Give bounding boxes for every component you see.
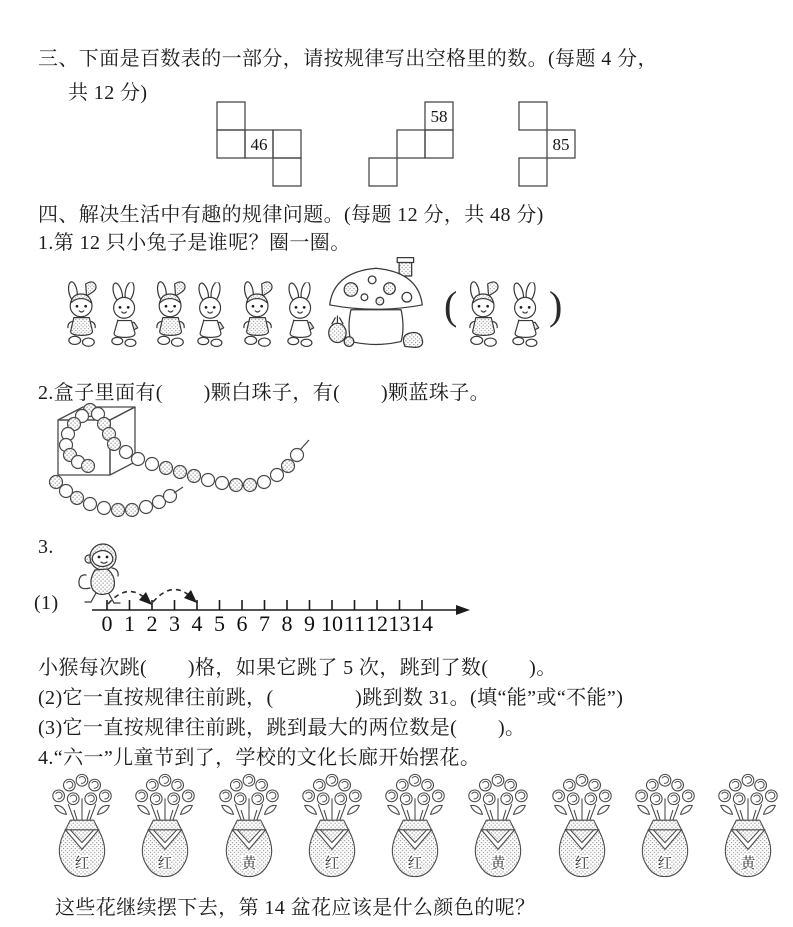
svg-text:14: 14	[411, 611, 433, 635]
blue-bead	[174, 466, 187, 479]
hundred-grid-puzzle-2	[368, 101, 454, 189]
hundred-grid-puzzle-1	[216, 101, 302, 189]
flower-vase-icon	[628, 770, 702, 882]
blue-bead	[71, 492, 84, 505]
rabbit-plain-icon	[281, 280, 321, 352]
monkey-icon	[79, 544, 120, 603]
number-line-ticks	[102, 611, 434, 635]
flower-vase-icon	[461, 770, 535, 882]
section3-heading-line1: 三、下面是百数表的一部分，请按规律写出空格里的数。(每题 4 分，	[38, 48, 658, 70]
white-bead	[120, 446, 133, 459]
q3-sub-label: (1)	[34, 592, 59, 614]
rabbit-plain-icon	[506, 280, 546, 352]
section3-heading-line2: 共 12 分)	[68, 82, 148, 104]
blue-bead	[126, 504, 139, 517]
flower-vase-icon	[378, 770, 452, 882]
rabbit-pattern-illustration	[52, 256, 597, 356]
vase-color-label: 红	[657, 855, 673, 872]
white-bead	[164, 490, 177, 503]
flower-vase-icon	[128, 770, 202, 882]
svg-text:4: 4	[191, 611, 203, 635]
q3-line3: (3)它一直按规律往前跳，跳到最大的两位数是( )。	[38, 717, 526, 739]
flower-vase-icon	[212, 770, 286, 882]
vase-color-label: 黄	[241, 855, 256, 872]
svg-text:10: 10	[321, 611, 343, 635]
svg-text:6: 6	[236, 611, 248, 635]
blue-bead	[188, 470, 201, 483]
svg-text:3: 3	[169, 611, 180, 635]
vase-color-label: 红	[407, 855, 423, 872]
rabbit-hooded-icon	[464, 278, 504, 350]
number-line-illustration	[62, 530, 482, 635]
flower-vase-icon	[545, 770, 619, 882]
hundred-grid-puzzle-3	[518, 101, 576, 189]
white-bead	[132, 453, 145, 466]
white-bead	[84, 498, 97, 511]
svg-text:7: 7	[259, 611, 270, 635]
svg-text:0: 0	[101, 611, 113, 635]
svg-text:12: 12	[366, 611, 388, 635]
vase-color-label: 黄	[490, 855, 506, 872]
q1-text: 1.第 12 只小兔子是谁呢？圈一圈。	[38, 232, 351, 254]
section4-heading: 四、解决生活中有趣的规律问题。(每题 12 分，共 48 分)	[38, 204, 544, 226]
white-bead	[98, 502, 111, 515]
svg-text:13: 13	[388, 611, 411, 635]
q2-text: 2.盒子里面有( )颗白珠子，有( )颗蓝珠子。	[38, 382, 491, 404]
flower-vase-icon	[711, 770, 785, 882]
q3-label: 3.	[38, 536, 54, 558]
white-bead	[258, 476, 271, 489]
vase-color-label: 红	[574, 855, 589, 872]
flower-vase-row	[45, 770, 785, 884]
rabbit-plain-icon	[105, 280, 145, 352]
string-end	[300, 440, 309, 450]
blue-bead	[160, 462, 173, 475]
rabbit-hooded-icon	[151, 278, 191, 350]
blue-bead	[282, 460, 295, 473]
svg-text:5: 5	[214, 611, 225, 635]
blue-bead	[244, 479, 257, 492]
blue-bead	[108, 438, 121, 451]
bead-box-illustration	[42, 402, 332, 527]
rabbit-plain-icon	[191, 280, 231, 352]
vase-color-label: 红	[74, 855, 90, 872]
white-bead	[202, 474, 215, 487]
svg-text:2: 2	[146, 611, 158, 635]
vase-color-label: 红	[324, 855, 340, 872]
svg-text:9: 9	[304, 611, 315, 635]
grid-given-number: 46	[250, 135, 268, 154]
q3-line1: 小猴每次跳( )格，如果它跳了 5 次，跳到了数( )。	[38, 657, 557, 679]
white-bead	[140, 501, 153, 514]
beads-upper-strand	[92, 408, 304, 492]
grid-given-number: 58	[430, 107, 448, 126]
white-bead	[291, 449, 304, 462]
q3-line2: (2)它一直按规律往前跳，( )跳到数 31。(填“能”或“不能”)	[38, 687, 624, 709]
answer-close-paren: )	[549, 283, 563, 328]
q4-question: 这些花继续摆下去，第 14 盆花应该是什么颜色的呢？	[55, 897, 536, 919]
svg-text:1: 1	[124, 611, 135, 635]
beads-lower-strand	[50, 476, 177, 517]
svg-text:11: 11	[343, 611, 366, 635]
svg-text:8: 8	[281, 611, 293, 635]
vase-color-label: 红	[157, 855, 173, 872]
grid-given-number: 85	[552, 135, 570, 154]
vase-color-label: 黄	[740, 855, 756, 872]
blue-bead	[230, 479, 243, 492]
string-end	[174, 487, 183, 493]
mushroom-house-icon	[322, 256, 430, 350]
rabbit-hooded-icon	[62, 278, 102, 350]
white-bead	[146, 458, 159, 471]
q4-text: 4.“六一”儿童节到了，学校的文化长廊开始摆花。	[38, 747, 481, 769]
white-bead	[271, 469, 284, 482]
flower-vase-icon	[295, 770, 369, 882]
flower-vase-icon	[45, 770, 119, 882]
answer-open-paren: (	[444, 283, 458, 328]
white-bead	[216, 477, 229, 490]
rabbit-hooded-icon	[238, 278, 278, 350]
blue-bead	[82, 460, 95, 473]
blue-bead	[112, 504, 125, 517]
